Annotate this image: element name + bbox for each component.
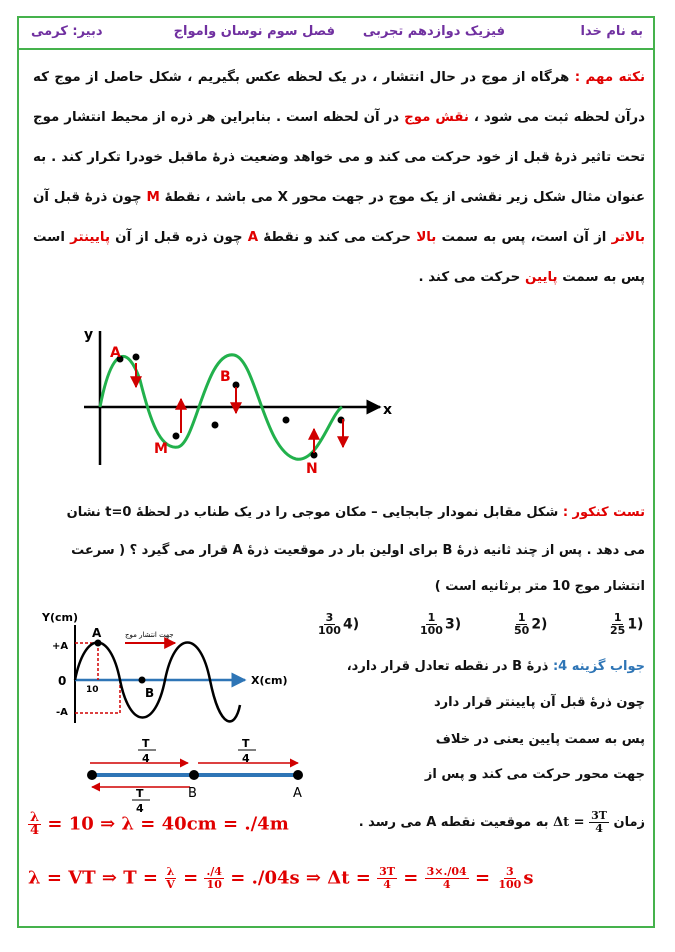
four-label: 4 [142, 752, 150, 765]
note-text: است پس به سمت [33, 230, 645, 285]
fraction-numerator: 3 [506, 865, 514, 878]
wave-point [283, 417, 290, 424]
note-highlight: بالاتر [611, 230, 645, 245]
displacement-position-graph [30, 605, 300, 730]
header-course: فیزیک دوازدهم تجربی [362, 24, 505, 39]
label-b: B [145, 686, 155, 700]
note-highlight: نقش موج [404, 110, 469, 125]
fraction [608, 612, 627, 637]
y-axis-label: Y(cm) [42, 611, 79, 624]
fraction-numerator: 3T [591, 809, 607, 822]
note-text: حرکت می کند . [418, 270, 525, 285]
option-number: 4) [342, 616, 360, 633]
formula-text: = [403, 867, 419, 889]
test-line-2: می دهد . پس از چند ثانیه ذرهٔ B برای اولین بار در موقعیت ذرهٔ A قرار می گیرد ؟ ( سرعت [71, 543, 645, 558]
test-line-1 [67, 505, 645, 520]
formula-text: λ = VT ⇒ T = [28, 867, 158, 889]
fraction-numerator: 3×./04 [426, 865, 467, 878]
fraction-denominator: 4 [30, 823, 40, 838]
label-a: A [92, 626, 102, 640]
direction-label: جهت انتشار موج [125, 631, 174, 639]
quarter-period-diagram [80, 735, 320, 815]
fraction-denominator: 4 [595, 822, 603, 835]
fraction-denominator: 100 [318, 624, 341, 637]
label-a: A [110, 345, 121, 361]
note-text: در آن لحظه است . بنابراین هر ذره از محیط انتشار موج تحت تاثیر ذرهٔ قبل از خود حرکت می کند و می خواهد وضعیت ذرهٔ ماقبل خودرا تکرار کند . به عنوان مثال شکل زیر نقشی از یک موج در جهت محور X می باشد ، نقطهٔ [33, 110, 645, 205]
option-number: 1) [627, 616, 644, 633]
header-chapter: فصل سوم نوسان وامواج [173, 24, 335, 39]
label-b: B [188, 786, 197, 801]
t-label: T [242, 737, 250, 750]
fraction [316, 612, 343, 637]
wavelength-formula [28, 812, 289, 837]
fraction-numerator: 3 [325, 611, 334, 624]
fraction-numerator: 3T [379, 865, 395, 878]
formula-text: = [183, 867, 199, 889]
point-b [139, 677, 146, 684]
fraction-denominator: 4 [442, 878, 451, 891]
wave-point [212, 422, 219, 429]
x-axis-label: X(cm) [251, 674, 288, 687]
t-label: T [136, 787, 144, 800]
fraction-denominator: 100 [498, 878, 522, 891]
important-note [33, 58, 645, 298]
answer-line-2: چون ذرهٔ قبل آن پایینتر قرار دارد [433, 695, 645, 710]
minus-a-label: -A [56, 707, 68, 718]
test-text: شکل مقابل نمودار جابجایی – مکان موجی را در یک طناب در لحظهٔ t=0 نشان [66, 505, 563, 520]
t-label: T [142, 737, 150, 750]
answer-label: جواب گزینه 4: [552, 659, 645, 674]
note-highlight: M [146, 190, 160, 205]
answer-line-1 [347, 659, 645, 674]
answer-text: به موقعیت نقطه A می رسد . [358, 815, 549, 830]
wave-curve [75, 643, 240, 722]
origin-label: 0 [58, 674, 67, 688]
unit-label: s [523, 867, 534, 889]
label-a: A [293, 786, 302, 801]
period-formula [28, 866, 533, 891]
fraction [512, 612, 531, 637]
note-highlight: پایین [524, 270, 558, 285]
note-text: حرکت می کند و نقطهٔ [258, 230, 417, 245]
formula-text: = [474, 867, 491, 889]
fraction-numerator: 1 [517, 611, 526, 624]
fraction-numerator: λ [30, 810, 40, 825]
header-teacher: دبیر: کرمی [31, 24, 103, 39]
note-highlight: پایینتر [70, 230, 110, 245]
fraction-numerator: 1 [613, 611, 622, 624]
fraction-denominator: 4 [383, 878, 391, 891]
fraction-numerator: ./4 [206, 865, 222, 878]
formula-text: = ./04s ⇒ Δt = [230, 867, 371, 889]
delta-t-label: Δt = [553, 815, 585, 830]
four-label: 4 [242, 752, 250, 765]
wave-snapshot-figure [78, 325, 398, 475]
fraction [28, 812, 41, 837]
tick-label-10: 10 [86, 685, 99, 695]
four-label: 4 [136, 802, 144, 815]
answer-line-4: جهت محور حرکت می کند و پس از [424, 767, 645, 782]
fraction-numerator: 1 [427, 611, 436, 624]
note-highlight: بالا [416, 230, 437, 245]
answer-line-3: پس به سمت پایین یعنی در خلاف [435, 732, 645, 747]
fraction [425, 866, 469, 891]
wave-point [133, 354, 140, 361]
fraction [418, 612, 445, 637]
fraction-denominator: 100 [420, 624, 443, 637]
label-m: M [154, 441, 168, 457]
option-1 [608, 612, 643, 637]
test-line-3: انتشار موج 10 متر برثانیه است ) [434, 579, 645, 594]
fraction-denominator: V [166, 878, 175, 891]
note-text: چون ذرهٔ قبل آن [33, 190, 147, 205]
y-axis-label: y [84, 327, 94, 343]
note-text: چون ذره قبل از آن [109, 230, 248, 245]
fraction [377, 866, 397, 891]
x-axis-label: x [383, 402, 393, 418]
fraction [204, 866, 224, 891]
header-basmala: به نام خدا [580, 24, 643, 39]
option-number: 3) [444, 616, 462, 633]
fraction [589, 810, 609, 835]
label-b: B [220, 369, 231, 385]
fraction-denominator: 25 [610, 624, 626, 637]
point-m [173, 433, 180, 440]
option-4 [316, 612, 359, 637]
formula-text: = 10 ⇒ λ = 40cm = ./4m [47, 813, 289, 835]
answer-text: زمان [613, 815, 645, 830]
point-b [189, 770, 199, 780]
label-n: N [306, 461, 318, 475]
page-header [17, 16, 655, 50]
option-2 [512, 612, 547, 637]
note-text: از آن است، پس به سمت [436, 230, 612, 245]
option-3 [418, 612, 461, 637]
test-label: تست کنکور : [562, 505, 645, 520]
point-a [293, 770, 303, 780]
plus-a-label: +A [52, 641, 69, 652]
note-label: نکته مهم : [574, 70, 645, 85]
fraction [496, 866, 523, 891]
delta-t-expression [553, 810, 609, 835]
start-point [87, 770, 97, 780]
fraction-denominator: 10 [206, 878, 222, 891]
fraction-numerator: λ [166, 865, 175, 878]
note-text: هرگاه از موج در حال انتشار ، در یک لحظه عکس بگیریم ، شکل حاصل از موج که درآن لحظه ثبت می شود ، [33, 70, 645, 125]
note-highlight: A [247, 230, 259, 245]
point-a [95, 640, 102, 647]
answer-line-5 [359, 810, 645, 835]
option-number: 2) [531, 616, 548, 633]
answer-text: ذرهٔ B در نقطه تعادل قرار دارد، [346, 659, 553, 674]
fraction [164, 866, 177, 891]
fraction-denominator: 50 [514, 624, 530, 637]
